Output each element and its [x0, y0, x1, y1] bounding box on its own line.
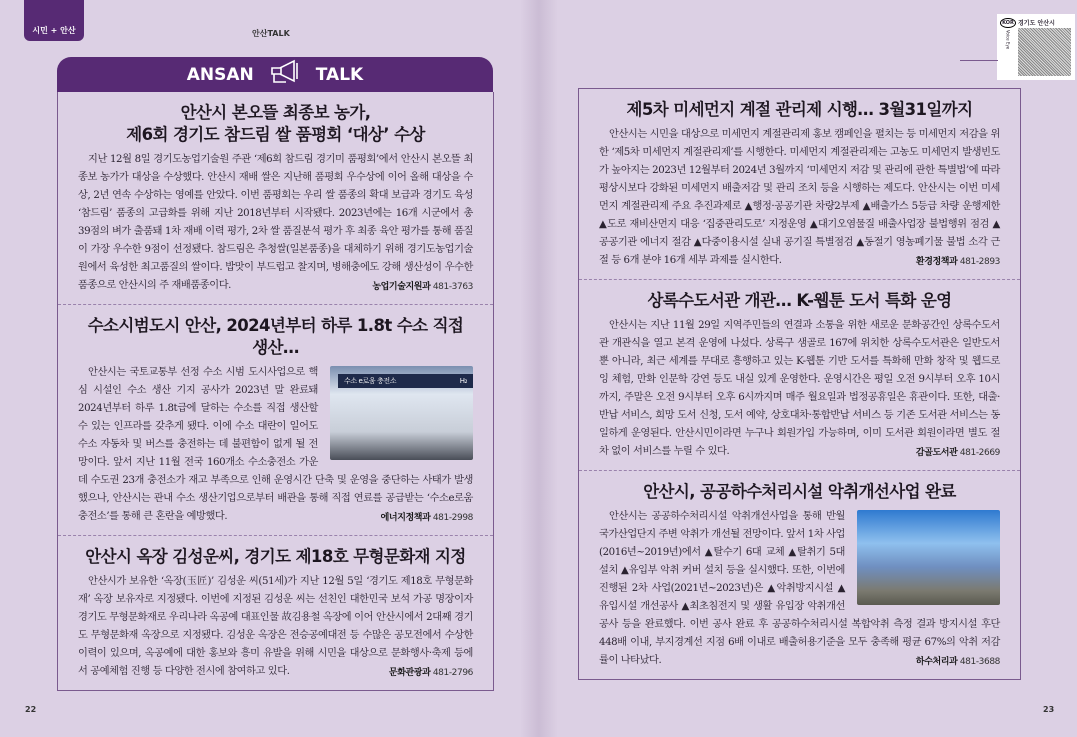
contact: 에너지정책과 481-2998 [380, 513, 473, 523]
left-page-column [57, 92, 494, 691]
qr-label: 경기도 안산시 [1018, 20, 1055, 27]
qr-side-text: Voice Eye [1005, 30, 1011, 50]
article-hydrogen [58, 304, 493, 535]
article-library [579, 279, 1020, 470]
article-body: 수소 e로움 충전소 H₂ 안산시는 국토교통부 선정 수소 시범 도시사업으로 핵심 시설인 수소 생산 기지 공사가 2023년 말 완료돼 2024년부터 하루 1.8t급에 달하는 수소를 직접 생산할 수 있는 인프라를 갖추게 됐다. 이에 수소 대란이 일어도 수소 자동차 및 버스를 충전하는 데 불편함이 없게 될 전망이다. 앞서 지난 11월 전국 160개소 수소충전소 가운데 수도권 23개 충전소가 재고 부족으로 인해 운영시간 단축 및 운영을 중단하는 사태가 발생했으나, 안산시는 관내 수소 생산기업으로부터 배관을 통해 직접 연료를 공급받는 ‘수소e로움 충전소’를 통해 큰 혼란을 예방했다. 에너지정책과 481-2998 [78, 364, 473, 527]
article-body: 안산시는 공공하수처리시설 악취개선사업을 통해 반월국가산업단지 주변 악취가 개선될 전망이다. 앞서 1차 사업(2016년~2019년)에서 ▲탈수기 6대 교체 ▲탈취기 5대 설치 ▲유입부 악취 커버 설치 등을 실시했다. 또한, 이번에 진행된 2차 사업(2021년~2023년)은 ▲악취방지시설 ▲유입시설 개선공사 ▲최초침전지 및 생활 유입장 악취개선공사 등을 완료했다. 이번 공사 완료 후 공공하수처리시설 복합악취 측정 결과 방지시설 후단 448배 이내, 부지경계선 지점 6배 이내로 배출허용기준을 모두 충족해 평균 67%의 악취 저감률이 나타났다. 하수처리과 481-3688 [599, 508, 1000, 671]
sewage-facility-photo [857, 510, 1000, 605]
article-rice-award [58, 92, 493, 304]
article-body: 안산시가 보유한 ‘옥장(玉匠)’ 김성운 씨(51세)가 지난 12월 5일 ‘경기도 제18호 무형문화재’ 옥장 보유자로 지정됐다. 이번에 지정된 김성운 씨는 선친인 대한민국 보석 가공 명장이자 경기도 무형문화재로 우리나라 옥공예 대표인물 故김용철 옥장에 이어 안산시에서 2대째 경기도 무형문화재 옥장으로 지정됐다. 김성운 옥장은 전승공예대전 등 수많은 공모전에서 수상한 이력이 있으며, 옥공예에 대한 홍보와 흥미 유발을 위해 시민을 대상으로 문화행사·축제 등에서 공예체험 진행 등 다양한 전시에 참여하고 있다. 문화관광과 481-2796 [78, 573, 473, 682]
page-number-left: 22 [25, 705, 37, 714]
section-tab [24, 0, 84, 41]
kor-badge: KOR [1002, 20, 1014, 26]
article-sewage [579, 470, 1020, 679]
article-title: 수소시범도시 안산, 2024년부터 하루 1.8t 수소 직접 생산… [87, 316, 464, 357]
page-spine [520, 0, 558, 737]
contact: 농업기술지원과 481-3763 [372, 282, 473, 292]
contact: 문화관광과 481-2796 [388, 668, 473, 678]
article-body: 안산시는 시민을 대상으로 미세먼지 계절관리제 홍보 캠페인을 펼치는 등 미세먼지 저감을 위한 ‘제5차 미세먼지 계절관리제’를 시행한다. 미세먼지 계절관리제는 고농도 미세먼지 발생빈도가 높아지는 2023년 12월부터 2024년 3월까지 ‘미세먼지 저감 및 관리에 관한 특별법’에 따라 평상시보다 강화된 미세먼지 배출저감 및 관리 조치 등을 시행하는 제도다. 안산시는 이번 미세먼지 계절관리제 주요 추진과제로 ▲행정·공공기관 차량2부제 ▲배출가스 5등급 차량 운행제한 ▲도로 재비산먼지 대응 ‘집중관리도로’ 지정운영 ▲대기오염물질 배출사업장 불법행위 점검 ▲공공기관 에너지 절감 ▲다중이용시설 실내 공기질 특별점검 ▲동절기 영농폐기물 불법 소각 근절 등 6개 분야 16개 세부 과제를 실시한다. 환경정책과 481-2893 [599, 126, 1000, 271]
running-title: 안산TALK [252, 29, 290, 38]
megaphone-icon [268, 59, 302, 90]
banner-left-text: ANSAN [186, 64, 254, 85]
right-page-column [578, 88, 1021, 680]
section-tab-label: 시민 + 안산 [32, 26, 76, 35]
station-sign: 수소 e로움 충전소 H₂ [338, 374, 473, 388]
article-title: 안산시, 공공하수처리시설 악취개선사업 완료 [643, 482, 956, 501]
contact: 하수처리과 481-3688 [915, 657, 1000, 667]
article-title: 안산시 본오뜰 최종보 농가, 제6회 경기도 참드림 쌀 품평회 ‘대상’ 수상 [126, 103, 425, 144]
qr-pattern [1018, 28, 1071, 76]
article-jade-artisan [58, 535, 493, 690]
banner-right-text: TALK [315, 64, 364, 85]
contact: 환경정책과 481-2893 [915, 257, 1000, 267]
article-body: 지난 12월 8일 경기도농업기술원 주관 ‘제6회 참드림 경기미 품평회’에서 안산시 본오뜰 최종보 농가가 대상을 수상했다. 안산시 재배 쌀은 지난해 품평회 우수상에 이어 올해 대상을 수상, 2년 연속 수상하는 영예를 안았다. 이번 품평회는 우리 쌀 품종의 확대 보급과 경기도 육성 ‘참드림’ 품종의 고급화를 위해 지난 2018년부터 시작됐다. 2023년에는 16개 시군에서 총 39점의 벼가 출품돼 1차 재배 이력 평가, 2차 쌀 품질분석 평가 후 최종 육안 평가를 통해 품질이 가장 우수한 9점이 선정됐다. 참드림은 추청쌀(일본품종)을 대체하기 위해 경기도농업기술원에서 육성한 최고품질의 쌀이다. 밥맛이 부드럽고 찰지며, 병해충에도 강해 생산성이 우수한 품종으로 안산시의 주 재배품종이다. 농업기술지원과 481-3763 [78, 151, 473, 296]
frame-line [960, 60, 998, 61]
article-title: 제5차 미세먼지 계절 관리제 시행… 3월31일까지 [626, 100, 973, 119]
contact: 감골도서관 481-2669 [915, 448, 1000, 458]
article-title: 상록수도서관 개관… K-웹툰 도서 특화 운영 [647, 291, 952, 310]
article-title: 안산시 옥장 김성운씨, 경기도 제18호 무형문화재 지정 [85, 547, 466, 566]
qr-code [997, 14, 1075, 80]
hydrogen-station-photo [330, 366, 473, 460]
ansan-talk-banner [57, 57, 493, 92]
article-fine-dust [579, 89, 1020, 279]
page-number-right: 23 [1043, 705, 1055, 714]
article-body: 안산시는 지난 11월 29일 지역주민들의 연결과 소통을 위한 새로운 문화공간인 상록수도서관 개관식을 열고 본격 운영에 나섰다. 상록구 샘골로 167에 위치한 상록수도서관은 일반도서뿐 아니라, 최근 세계를 무대로 흥행하고 있는 K-웹툰 기반 도서를 특화해 만화 창작 및 웹드로잉 체험, 만화 인문학 강연 등도 내실 있게 운영한다. 운영시간은 평일 오전 9시부터 오후 10시까지, 주말은 오전 9시부터 오후 6시까지며 매주 월요일과 법정공휴일은 휴관이다. 또한, 대출·반납 서비스, 희망 도서 신청, 도서 예약, 상호대차·통합반납 서비스 등 기존 도서관 서비스는 동일하게 운영된다. 안산시민이라면 누구나 회원가입 가능하며, 이미 도서관 회원이라면 별도 절차 없이 서비스를 누릴 수 있다. 감골도서관 481-2669 [599, 317, 1000, 462]
